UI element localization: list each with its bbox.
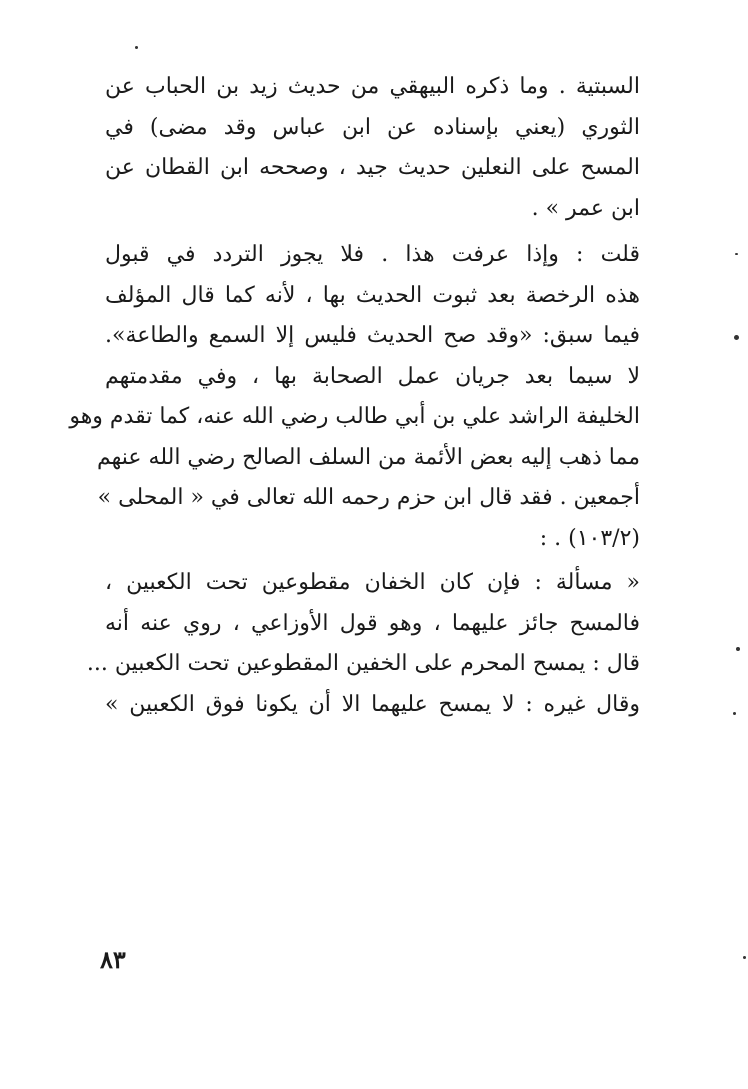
paragraph-1 [105,67,640,229]
text-line: قال : يمسح المحرم على الخفين المقطوعين تحت الكعبين ... [86,651,640,676]
scan-speck [734,335,739,340]
text-line: لا سيما بعد جريان عمل الصحابة بها ، وفي مقدمتهم [105,363,640,389]
scan-speck [736,647,740,651]
page-number: ٨٣ [100,945,126,974]
text-line: « مسألة : فإن كان الخفان مقطوعين تحت الكعبين ، [105,570,640,595]
text-line: مما ذهب إليه بعض الأئمة من السلف الصالح رضي الله عنهم [97,444,640,470]
scan-speck [733,712,736,715]
scan-speck [735,253,738,255]
text-line: المسح على النعلين حديث جيد ، وصححه ابن القطان عن [105,155,640,180]
scan-speck [135,46,138,49]
text-line: وقال غيره : لا يمسح عليهما الا أن يكونا فوق الكعبين » [105,691,640,717]
text-line: فالمسح جائز عليهما ، وهو قول الأوزاعي ، روي عنه أنه [105,610,640,636]
text-line: الثوري (يعني بإسناده عن ابن عباس وقد مضى) في [105,114,640,140]
text-line: أجمعين . فقد قال ابن حزم رحمه الله تعالى في « المحلى » [97,485,640,510]
text-line: فيما سبق: «وقد صح الحديث فليس إلا السمع والطاعة». [105,323,640,348]
text-line: هذه الرخصة بعد ثبوت الحديث بها ، لأنه كما قال المؤلف [105,282,640,308]
scan-speck [743,956,746,959]
text-line: الخليفة الراشد علي بن أبي طالب رضي الله عنه، كما تقدم وهو [69,404,640,429]
paragraph-3 [86,563,640,725]
text-line: قلت : وإذا عرفت هذا . فلا يجوز التردد في قبول [105,242,640,267]
text-line: السبتية . وما ذكره البيهقي من حديث زيد بن الحباب عن [105,74,640,99]
text-line: (١٠٣/٢) . : [539,525,640,551]
text-line: ابن عمر » . [531,195,640,221]
paragraph-2 [69,235,640,559]
